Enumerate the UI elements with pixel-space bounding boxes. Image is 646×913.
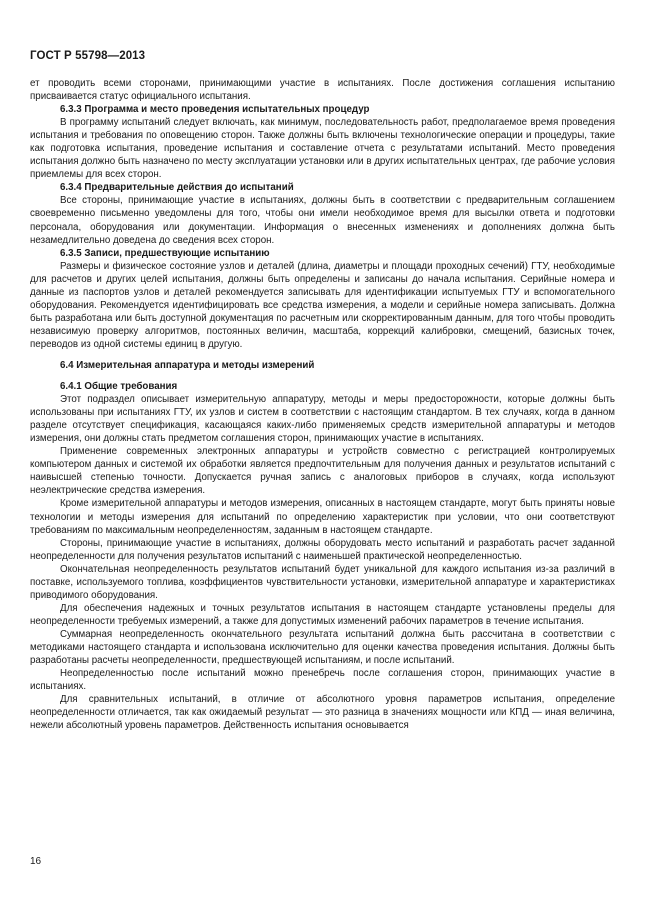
document-title: ГОСТ Р 55798—2013 xyxy=(30,50,146,62)
paragraph: Этот подраздел описывает измерительную аппаратуру, методы и меры предосторожности, которые должны быть использованы при испытаниях ГТУ, их узлов и систем в соответствии с настоящим стандартом. В тех случаях, когда в данном разделе отсутствует спецификация, касающаяся каких-либо применяемых средств измерительной аппаратуры и методов измерения, они должны стать предметом соглашения сторон, принимающих участие в испытаниях. xyxy=(30,394,615,445)
section-heading: 6.3.3 Программа и место проведения испытательных процедур xyxy=(60,104,370,116)
paragraph: Неопределенностью после испытаний можно пренебречь после соглашения сторон, принимающих участие в испытаниях. xyxy=(30,668,615,693)
paragraph: Суммарная неопределенность окончательного результата испытаний должна быть рассчитана в соответствии с методиками настоящего стандарта и использована исключительно для оценки качества проведения испытания. Должны быть разработаны расчеты неопределенности, предшествующей испытаниям, и после испытаний. xyxy=(30,628,615,667)
page-number: 16 xyxy=(30,856,42,867)
document-body xyxy=(30,77,615,732)
paragraph: Размеры и физическое состояние узлов и деталей (длина, диаметры и площади проходных сечений) ГТУ, необходимые для расчетов и других целей испытания, должны быть определены и записаны до начала испытания. Серийные номера и данные из паспортов узлов и деталей рекомендуется записывать для идентификации испытуемых ГТУ и вспомогательного оборудования. Рекомендуется идентифицировать все средства измерения, а модели и серийные номера записывать. Должна быть разработана или быть доступной документация по расчетным или скорректированным данным, для того чтобы проводить независимую проверку алгоритмов, постоянных величин, масштаба, коррекций калибровки, смещений, базисных точек, переводов из одной системы единиц в другую. xyxy=(30,260,615,350)
paragraph: Для обеспечения надежных и точных результатов испытания в настоящем стандарте установлены пределы для неопределенности требуемых измерений, а также для допустимых изменений рабочих параметров в течение испытания. xyxy=(30,602,615,627)
paragraph: Для сравнительных испытаний, в отличие от абсолютного уровня параметров испытания, определение неопределенности отличается, так как ожидаемый результат — это разница в значениях мощности или КПД — иная величина, нежели абсолютный уровень параметров. Действенность испытания основывается xyxy=(30,694,615,732)
paragraph: Кроме измерительной аппаратуры и методов измерения, описанных в настоящем стандарте, могут быть приняты новые технологии и методы измерения для испытаний по определению характеристик при условии, что они соответствуют требованиям по максимальным неопределенностям, заданным в настоящем стандарте. xyxy=(30,498,615,536)
paragraph: ет проводить всеми сторонами, принимающими участие в испытаниях. После достижения соглашения испытанию присваивается статус официального испытания. xyxy=(30,78,615,103)
section-heading: 6.4 Измерительная аппаратура и методы измерений xyxy=(60,359,315,371)
paragraph: Стороны, принимающие участие в испытаниях, должны оборудовать место испытаний и разработать расчет заданной неопределенности для получения результатов испытаний с наименьшей практической неопределенностью. xyxy=(30,537,615,562)
section-heading: 6.3.4 Предварительные действия до испытаний xyxy=(60,182,294,194)
paragraph: Все стороны, принимающие участие в испытаниях, должны быть в соответствии с предварительным соглашением своевременно письменно уведомлены для того, чтобы они имели необходимое время для высылки ответа и подготовки персонала, оборудования или документации. Информация о внесенных изменениях и дополнениях должна быть незамедлительно доведена до сведения всех сторон. xyxy=(30,195,615,246)
paragraph: Окончательная неопределенность результатов испытаний будет уникальной для каждого испытания из-за различий в поставке, используемого топлива, коэффициентов чувствительности установки, измерительной аппаратуре и характеристиках приводимого оборудования. xyxy=(30,563,615,601)
paragraph: Применение современных электронных аппаратуры и устройств совместно с регистрацией контролируемых компьютером данных и системой их обработки является предпочтительным для получения данных и результатов испытаний с наивысшей степенью точности. Допускается ручная запись с аналоговых приборов в случаях, когда используют неэлектрические средства измерения. xyxy=(30,446,615,497)
section-heading: 6.3.5 Записи, предшествующие испытанию xyxy=(60,247,270,259)
paragraph: В программу испытаний следует включать, как минимум, последовательность работ, предполагаемое время проведения испытания и требования по оповещению сторон. Также должны быть включены технологические операции и процедуры, такие как подготовка испытания, проведение испытания и составление отчета с результатами испытаний. Место проведения испытания должно быть назначено по месту эксплуатации установки или в других испытательных центрах, где рабочие условия приемлемы для всех сторон. xyxy=(30,117,615,181)
section-heading: 6.4.1 Общие требования xyxy=(60,381,178,393)
